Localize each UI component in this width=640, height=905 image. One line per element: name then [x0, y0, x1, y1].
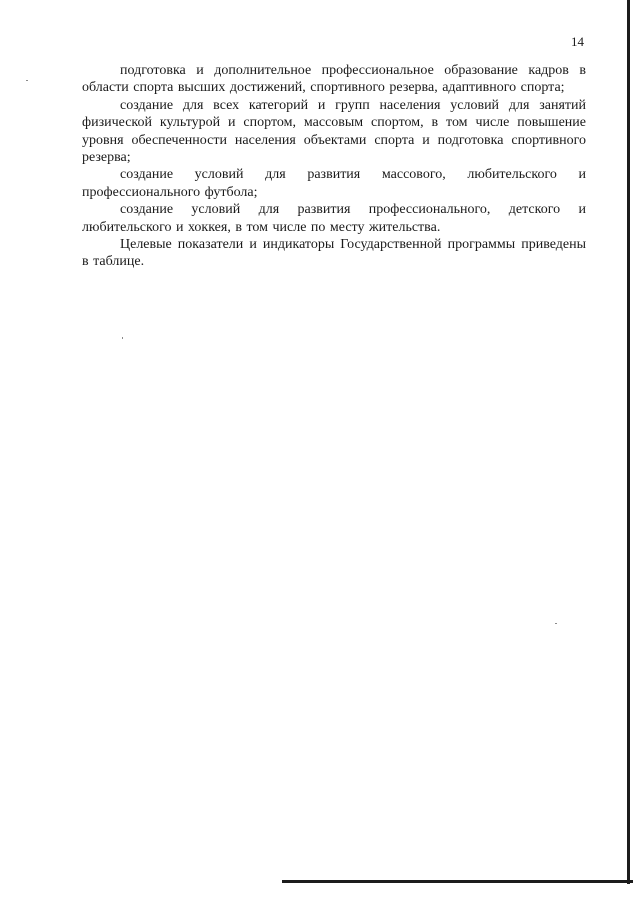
scan-bottom-border [282, 880, 633, 883]
scan-speck [26, 80, 28, 81]
paragraph-target-indicators: Целевые показатели и индикаторы Государственной программы приведены в таблице. [82, 237, 586, 270]
page-number: 14 [571, 34, 584, 49]
scan-speck [122, 337, 123, 339]
paragraph-football-development: создание условий для развития массового, любительского и профессионального футбола; [82, 167, 586, 200]
document-body [82, 62, 586, 271]
scan-speck [555, 623, 557, 624]
paragraph-staff-training: подготовка и дополнительное профессиональное образование кадров в области спорта высших достижений, спортивного резерва, адаптивного спорта; [82, 63, 586, 96]
scan-right-border [627, 0, 630, 884]
paragraph-mass-sport-conditions: создание для всех категорий и групп населения условий для занятий физической культурой и спортом, массовым спортом, в том числе повышение уровня обеспеченности населения объектами спорта и подготовка спортивного резерва; [82, 97, 586, 166]
paragraph-hockey-development: создание условий для развития профессионального, детского и любительского и хоккея, в том числе по месту жительства. [82, 202, 586, 235]
